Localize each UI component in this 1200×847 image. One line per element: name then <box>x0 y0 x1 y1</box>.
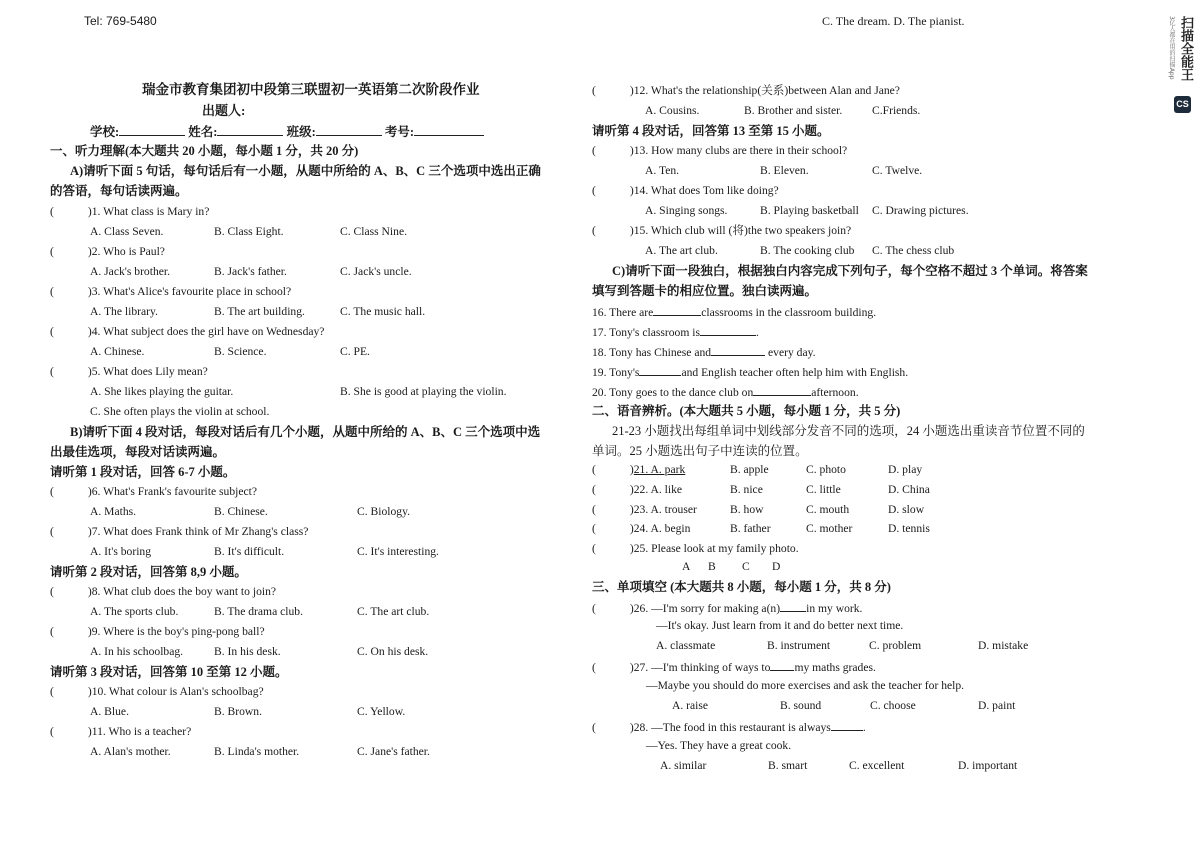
q4-option-c[interactable]: C. PE. <box>340 345 370 358</box>
question-26[interactable]: ( )26. —I'm sorry for making a(n) in my work. <box>592 602 863 615</box>
partB-instruction-2: 出最佳选项，每段对话读两遍。 <box>50 445 226 459</box>
section2-heading: 二、语音辨析。(本大题共 5 小题，每小题 1 分，共 5 分) <box>592 404 901 418</box>
q13-option-c[interactable]: C. Twelve. <box>872 164 923 177</box>
q23-option-d[interactable]: D. slow <box>888 503 925 516</box>
q1-option-a[interactable]: A. Class Seven. <box>90 225 164 238</box>
q21-option-b[interactable]: B. apple <box>730 463 769 476</box>
question-9[interactable]: ( )9. Where is the boy's ping-pong ball? <box>50 625 265 638</box>
q14-option-c[interactable]: C. Drawing pictures. <box>872 204 969 217</box>
q21-option-d[interactable]: D. play <box>888 463 923 476</box>
question-5[interactable]: ( )5. What does Lily mean? <box>50 365 208 378</box>
q14-option-b[interactable]: B. Playing basketball <box>760 204 859 217</box>
q22-option-d[interactable]: D. China <box>888 483 930 496</box>
question-2[interactable]: ( )2. Who is Paul? <box>50 245 165 258</box>
dialog-3-instruction: 请听第 3 段对话，回答第 10 至第 12 小题。 <box>50 665 288 679</box>
q25-position-b[interactable]: B <box>708 560 716 573</box>
q23-option-c[interactable]: C. mouth <box>806 503 850 516</box>
q5-option-b[interactable]: B. She is good at playing the violin. <box>340 385 507 398</box>
q27-option-b[interactable]: B. sound <box>780 699 822 712</box>
partC-instruction-1: C)请听下面一段独白，根据独白内容完成下列句子，每个空格不超过 3 个单词。将答案 <box>612 264 1088 278</box>
q28-option-b[interactable]: B. smart <box>768 759 808 772</box>
question-27[interactable]: ( )27. —I'm thinking of ways to my maths grades. <box>592 661 876 674</box>
question-11[interactable]: ( )11. Who is a teacher? <box>50 725 192 738</box>
q8-option-c[interactable]: C. The art club. <box>357 605 430 618</box>
section3-heading: 三、单项填空 (本大题共 8 小题，每小题 1 分，共 8 分) <box>592 580 891 594</box>
dialog-2-instruction: 请听第 2 段对话，回答第 8,9 小题。 <box>50 565 247 579</box>
question-12[interactable]: ( )12. What's the relationship(关系)between Alan and Jane? <box>592 84 900 97</box>
q26-option-a[interactable]: A. classmate <box>656 639 716 652</box>
q2-option-b[interactable]: B. Jack's father. <box>214 265 287 278</box>
section2-intro-1: 21-23 小题找出每组单词中划线部分发音不同的选项，24 小题选出重读音节位置不同的 <box>612 424 1085 438</box>
field-class[interactable]: 班级: <box>287 125 382 139</box>
q24-option-d[interactable]: D. tennis <box>888 522 930 535</box>
q7-option-b[interactable]: B. It's difficult. <box>214 545 285 558</box>
q28-response: —Yes. They have a great cook. <box>646 739 792 752</box>
watermark-sub: 3亿人都在用的扫描App <box>1168 16 1175 80</box>
q9-option-c[interactable]: C. On his desk. <box>357 645 429 658</box>
tel-cut: Tel: 769-5480 <box>84 14 157 28</box>
section1-heading: 一、听力理解(本大题共 20 小题，每小题 1 分，共 20 分) <box>50 144 359 158</box>
q26-option-b[interactable]: B. instrument <box>767 639 831 652</box>
q28-option-d[interactable]: D. important <box>958 759 1018 772</box>
q25-position-a[interactable]: A <box>682 560 691 573</box>
partA-instruction-2: 的答语，每句话读两遍。 <box>50 184 188 198</box>
question-25[interactable]: ( )25. Please look at my family photo. <box>592 542 799 555</box>
q27-option-a[interactable]: A. raise <box>672 699 709 712</box>
author-label: 出题人: <box>202 103 246 118</box>
field-number[interactable]: 考号: <box>385 125 484 139</box>
partA-instruction-1: A)请听下面 5 句话，每句话后有一小题，从题中所给的 A、B、C 三个选项中选出正确 <box>70 164 541 178</box>
camscanner-logo-icon: CS <box>1174 96 1191 113</box>
fill-19[interactable]: 19. Tony's and English teacher often help him with English. <box>592 366 909 379</box>
q4-option-a[interactable]: A. Chinese. <box>90 345 145 358</box>
q11-option-a[interactable]: A. Alan's mother. <box>90 745 171 758</box>
q26-response: —It's okay. Just learn from it and do better next time. <box>656 619 904 632</box>
question-24[interactable]: ( )24. A. begin <box>592 522 691 535</box>
q22-option-c[interactable]: C. little <box>806 483 841 496</box>
q10-option-b[interactable]: B. Brown. <box>214 705 262 718</box>
q13-option-b[interactable]: B. Eleven. <box>760 164 809 177</box>
camscanner-watermark <box>1168 12 1198 122</box>
q11-option-c[interactable]: C. Jane's father. <box>357 745 430 758</box>
q2-option-a[interactable]: A. Jack's brother. <box>90 265 171 278</box>
q6-option-c[interactable]: C. Biology. <box>357 505 411 518</box>
fill-17[interactable]: 17. Tony's classroom is . <box>592 326 759 339</box>
q7-option-c[interactable]: C. It's interesting. <box>357 545 439 558</box>
q13-option-a[interactable]: A. Ten. <box>645 164 680 177</box>
field-name[interactable]: 姓名: <box>188 125 283 139</box>
question-10[interactable]: ( )10. What colour is Alan's schoolbag? <box>50 685 264 698</box>
page-title: 瑞金市教育集团初中段第三联盟初一英语第二次阶段作业 <box>142 82 480 97</box>
partB-instruction-1: B)请听下面 4 段对话，每段对话后有几个小题，从题中所给的 A、B、C 三个选项中选 <box>70 425 541 439</box>
q22-option-b[interactable]: B. nice <box>730 483 763 496</box>
q14-option-a[interactable]: A. Singing songs. <box>645 204 728 217</box>
q21-option-c[interactable]: C. photo <box>806 463 846 476</box>
q3-option-a[interactable]: A. The library. <box>90 305 158 318</box>
student-info-fields <box>90 122 484 140</box>
q6-option-b[interactable]: B. Chinese. <box>214 505 268 518</box>
question-23[interactable]: ( )23. A. trouser <box>592 503 697 516</box>
question-28[interactable]: ( )28. —The food in this restaurant is always . <box>592 721 866 734</box>
q8-option-b[interactable]: B. The drama club. <box>214 605 303 618</box>
fill-16[interactable]: 16. There are classrooms in the classroom building. <box>592 306 877 319</box>
q2-option-c[interactable]: C. Jack's uncle. <box>340 265 412 278</box>
question-14[interactable]: ( )14. What does Tom like doing? <box>592 184 779 197</box>
q15-option-b[interactable]: B. The cooking club <box>760 244 855 257</box>
q27-response: —Maybe you should do more exercises and ask the teacher for help. <box>646 679 965 692</box>
q10-option-a[interactable]: A. Blue. <box>90 705 129 718</box>
cut-top-right: C. The dream. D. The pianist. <box>822 14 965 28</box>
question-1[interactable]: ( )1. What class is Mary in? <box>50 205 210 218</box>
dialog-4-instruction: 请听第 4 段对话，回答第 13 至第 15 小题。 <box>592 124 830 138</box>
q25-position-d[interactable]: D <box>772 560 781 573</box>
q27-option-c[interactable]: C. choose <box>870 699 916 712</box>
q9-option-a[interactable]: A. In his schoolbag. <box>90 645 184 658</box>
question-22[interactable]: ( )22. A. like <box>592 483 683 496</box>
q3-option-c[interactable]: C. The music hall. <box>340 305 426 318</box>
question-6[interactable]: ( )6. What's Frank's favourite subject? <box>50 485 258 498</box>
dialog-1-instruction: 请听第 1 段对话，回答 6-7 小题。 <box>50 465 236 479</box>
q12-option-a[interactable]: A. Cousins. <box>645 104 700 117</box>
q5-option-a[interactable]: A. She likes playing the guitar. <box>90 385 234 398</box>
question-3[interactable]: ( )3. What's Alice's favourite place in school? <box>50 285 292 298</box>
q6-option-a[interactable]: A. Maths. <box>90 505 137 518</box>
q12-option-b[interactable]: B. Brother and sister. <box>744 104 843 117</box>
q27-option-d[interactable]: D. paint <box>978 699 1016 712</box>
fill-20[interactable]: 20. Tony goes to the dance club on afternoon. <box>592 386 859 399</box>
q15-option-a[interactable]: A. The art club. <box>645 244 718 257</box>
question-8[interactable]: ( )8. What club does the boy want to join? <box>50 585 277 598</box>
q25-position-c[interactable]: C <box>742 560 750 573</box>
fill-18[interactable]: 18. Tony has Chinese and every day. <box>592 346 816 359</box>
q7-option-a[interactable]: A. It's boring <box>90 545 152 558</box>
q24-option-b[interactable]: B. father <box>730 522 771 535</box>
question-7[interactable]: ( )7. What does Frank think of Mr Zhang's class? <box>50 525 309 538</box>
partC-instruction-2: 填写到答题卡的相应位置。独白读两遍。 <box>592 284 818 298</box>
q12-option-c[interactable]: C.Friends. <box>872 104 921 117</box>
question-4[interactable]: ( )4. What subject does the girl have on Wednesday? <box>50 325 325 338</box>
section2-intro-2: 单词。25 小题选出句子中连读的位置。 <box>592 444 808 458</box>
field-school[interactable]: 学校: <box>90 125 185 139</box>
q5-option-c[interactable]: C. She often plays the violin at school. <box>90 405 270 418</box>
q9-option-b[interactable]: B. In his desk. <box>214 645 281 658</box>
q28-option-a[interactable]: A. similar <box>660 759 707 772</box>
q10-option-c[interactable]: C. Yellow. <box>357 705 406 718</box>
q28-option-c[interactable]: C. excellent <box>849 759 905 772</box>
q24-option-c[interactable]: C. mother <box>806 522 853 535</box>
q11-option-b[interactable]: B. Linda's mother. <box>214 745 300 758</box>
question-13[interactable]: ( )13. How many clubs are there in their school? <box>592 144 848 157</box>
q8-option-a[interactable]: A. The sports club. <box>90 605 179 618</box>
q23-option-b[interactable]: B. how <box>730 503 764 516</box>
question-21[interactable]: ( )21. A. park <box>592 463 686 476</box>
q1-option-b[interactable]: B. Class Eight. <box>214 225 284 238</box>
q15-option-c[interactable]: C. The chess club <box>872 244 955 257</box>
question-15[interactable]: ( )15. Which club will (将)the two speakers join? <box>592 224 852 237</box>
q3-option-b[interactable]: B. The art building. <box>214 305 305 318</box>
q1-option-c[interactable]: C. Class Nine. <box>340 225 407 238</box>
q4-option-b[interactable]: B. Science. <box>214 345 267 358</box>
watermark-name: 扫描全能王 <box>1178 16 1193 81</box>
q26-option-c[interactable]: C. problem <box>869 639 922 652</box>
q26-option-d[interactable]: D. mistake <box>978 639 1029 652</box>
